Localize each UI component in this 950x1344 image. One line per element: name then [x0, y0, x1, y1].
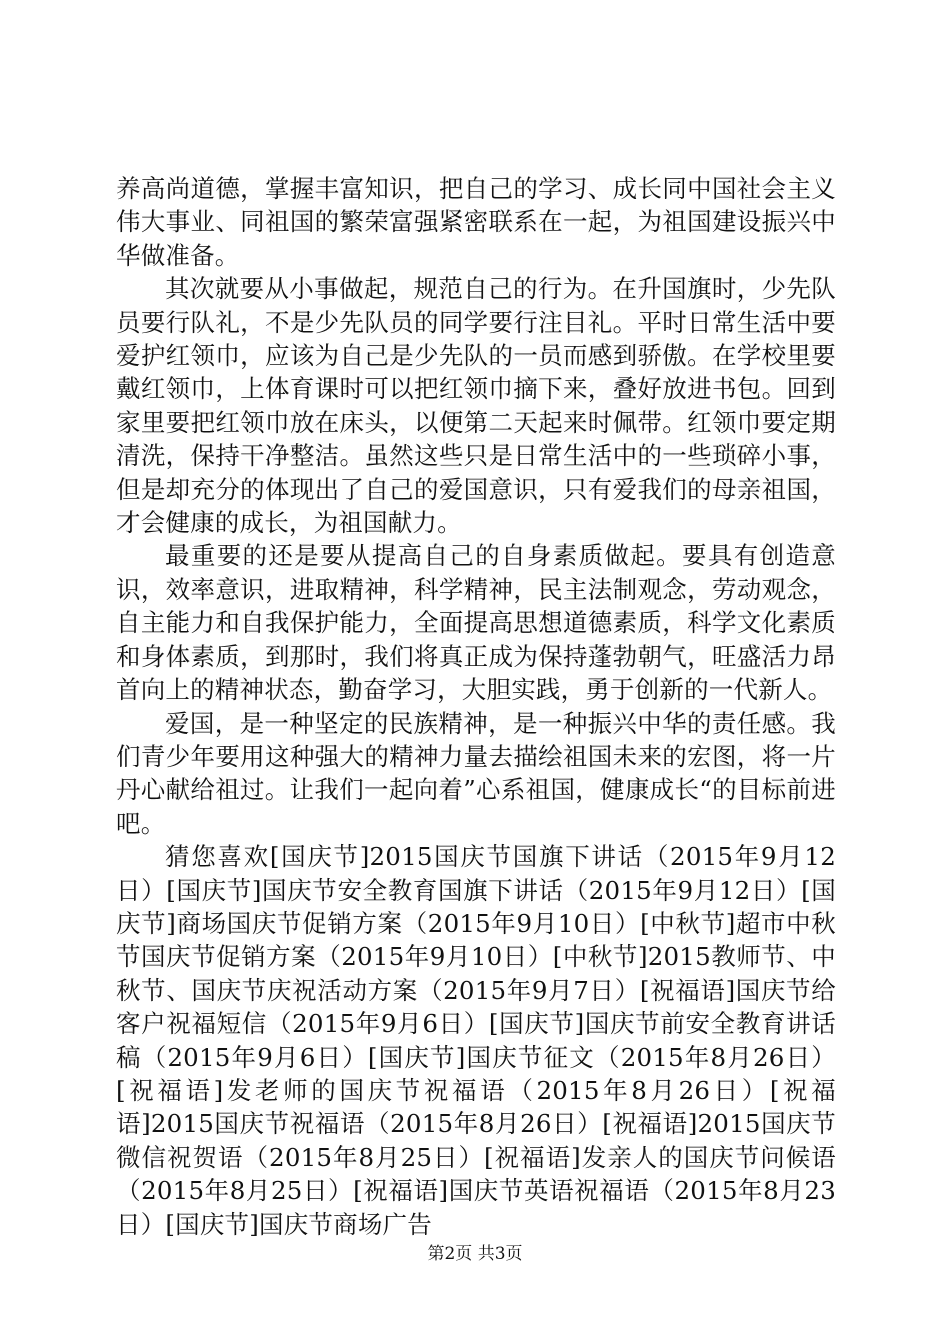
- paragraph-self-quality: 最重要的还是要从提高自己的自身素质做起。要具有创造意识，效率意识，进取精神，科学精神，民主法制观念，劳动观念，自主能力和自我保护能力，全面提高思想道德素质，科学文化素质和身体素质，到那时，我们将真正成为保持蓬勃朝气，旺盛活力昂首向上的精神状态，勤奋学习，大胆实践，勇于创新的一代新人。: [116, 541, 836, 705]
- page-footer: 第2页 共3页: [427, 1244, 523, 1264]
- paragraph-small-things: 其次就要从小事做起，规范自己的行为。在升国旗时，少先队员要行队礼，不是少先队员的同学要行注目礼。平时日常生活中要爱护红领巾，应该为自己是少先队的一员而感到骄傲。在学校里要戴红领巾，上体育课时可以把红领巾摘下来，叠好放进书包。回到家里要把红领巾放在床头，以便第二天起来时佩带。红领巾要定期清洗，保持干净整洁。虽然这些只是日常生活中的一些琐碎小事，但是却充分的体现出了自己的爱国意识，只有爱我们的母亲祖国，才会健康的成长，为祖国献力。: [116, 274, 836, 538]
- paragraph-patriotism: 爱国，是一种坚定的民族精神，是一种振兴中华的责任感。我们青少年要用这种强大的精神力量去描绘祖国未来的宏图，将一片丹心献给祖过。让我们一起向着”心系祖国，健康成长“的目标前进吧。: [116, 708, 836, 838]
- document-body: [116, 172, 836, 1241]
- paragraph-continuation: 养高尚道德，掌握丰富知识，把自己的学习、成长同中国社会主义伟大事业、同祖国的繁荣富强紧密联系在一起，为祖国建设振兴中华做准备。: [116, 174, 836, 270]
- paragraph-related-links: 猜您喜欢[国庆节]2015国庆节国旗下讲话（2015年9月12日）[国庆节]国庆节安全教育国旗下讲话（2015年9月12日）[国庆节]商场国庆节促销方案（2015年9月10日）[中秋节]超市中秋节国庆节促销方案（2015年9月10日）[中秋节]2015教师节、中秋节、国庆节庆祝活动方案（2015年9月7日）[祝福语]国庆节给客户祝福短信（2015年9月6日）[国庆节]国庆节前安全教育讲话稿（2015年9月6日）[国庆节]国庆节征文（2015年8月26日）[祝福语]发老师的国庆节祝福语（2015年8月26日）[祝福语]2015国庆节祝福语（2015年8月26日）[祝福语]2015国庆节微信祝贺语（2015年8月25日）[祝福语]发亲人的国庆节问候语（2015年8月25日）[祝福语]国庆节英语祝福语（2015年8月23日）[国庆节]国庆节商场广告: [116, 842, 836, 1239]
